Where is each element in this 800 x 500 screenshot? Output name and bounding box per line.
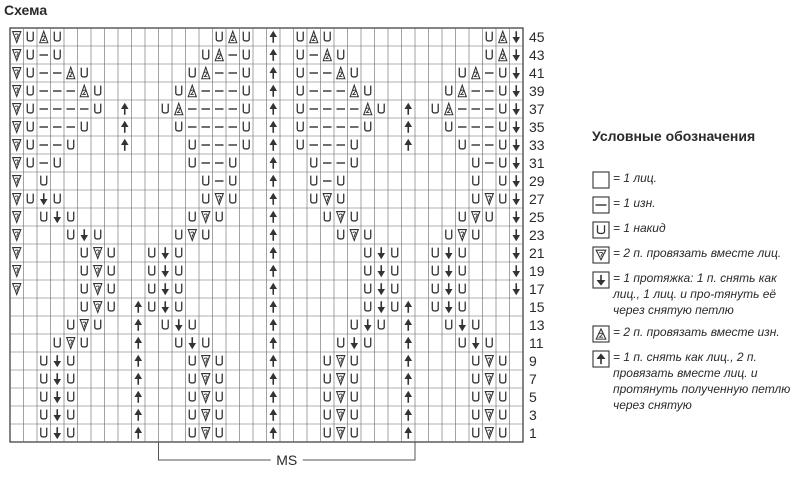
legend-text-knit: = 1 лиц. <box>613 171 657 185</box>
row-number: 13 <box>529 317 545 333</box>
row-number: 21 <box>529 245 545 261</box>
row-number: 3 <box>529 407 537 423</box>
legend-text-k2tog: = 2 п. провязать вместе лиц. <box>613 246 782 260</box>
k2tog-symbol-icon <box>592 246 610 264</box>
ms-label: MS <box>276 452 298 468</box>
row-number: 33 <box>529 137 545 153</box>
legend-item-k2tog <box>592 245 797 264</box>
row-number: 17 <box>529 281 545 297</box>
legend-text-p2tog: = 2 п. провязать вместе изн. <box>613 325 780 339</box>
legend-item-yarn-over <box>592 220 797 239</box>
legend-item-slip-knit-pass <box>592 270 797 318</box>
slip-knit-pass-symbol-icon <box>592 271 610 289</box>
row-number: 39 <box>529 83 545 99</box>
legend-item-knit <box>592 170 797 189</box>
row-number: 1 <box>529 425 537 441</box>
legend-text-purl: = 1 изн. <box>613 196 656 210</box>
row-number: 31 <box>529 155 545 171</box>
purl-symbol-icon <box>592 196 610 214</box>
row-number: 43 <box>529 47 545 63</box>
row-number: 37 <box>529 101 545 117</box>
knit-symbol-icon <box>592 171 610 189</box>
row-number: 23 <box>529 227 545 243</box>
row-number: 5 <box>529 389 537 405</box>
row-number: 7 <box>529 371 537 387</box>
p2tog-symbol-icon <box>592 325 610 343</box>
legend-item-double-decrease <box>592 349 797 413</box>
row-number: 25 <box>529 209 545 225</box>
chart-title: Схема <box>4 2 48 18</box>
row-number: 9 <box>529 353 537 369</box>
row-number: 45 <box>529 29 545 45</box>
legend-text-yarn-over: = 1 накид <box>613 221 666 235</box>
row-number: 11 <box>529 335 544 351</box>
row-number: 19 <box>529 263 545 279</box>
row-number: 29 <box>529 173 545 189</box>
row-number: 15 <box>529 299 545 315</box>
row-number: 27 <box>529 191 545 207</box>
row-number: 41 <box>529 65 545 81</box>
legend-item-p2tog <box>592 324 797 343</box>
double-decrease-symbol-icon <box>592 350 610 368</box>
yarn-over-symbol-icon <box>592 221 610 239</box>
legend-item-purl <box>592 195 797 214</box>
row-number: 35 <box>529 119 545 135</box>
legend <box>592 170 797 419</box>
legend-title: Условные обозначения <box>592 128 756 144</box>
legend-text-double-decrease: = 1 п. снять как лиц., 2 п. провязать вместе лиц. и протянуть полученную петлю через снятую <box>613 350 791 412</box>
legend-text-slip-knit-pass: = 1 протяжка: 1 п. снять как лиц., 1 лиц. и про-тянуть её через снятую петлю <box>613 271 777 317</box>
